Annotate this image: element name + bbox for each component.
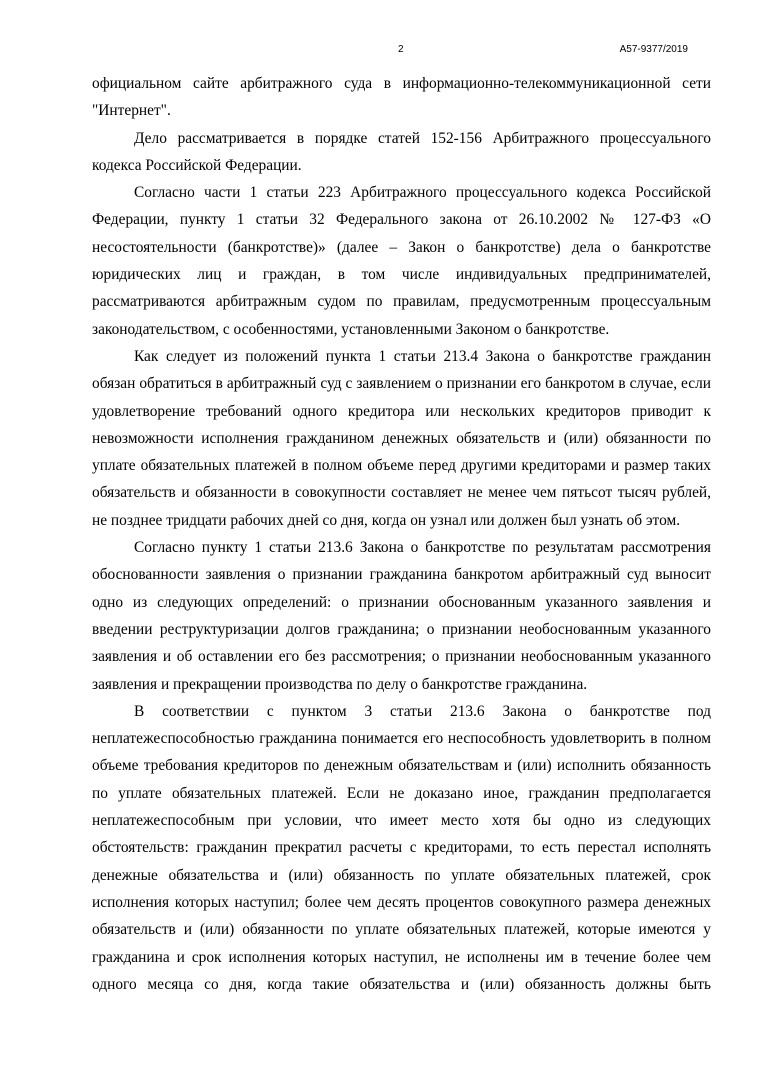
case-number: А57-9377/2019: [619, 44, 688, 55]
paragraph-legal-basis: Согласно части 1 статьи 223 Арбитражного процессуального кодекса Российской Федерации, пункту 1 статьи 32 Федерального закона от 26.10.2002 № 127-ФЗ «О несостоятельности (банкротстве)» (далее – Закон о банкротстве) дела о банкротстве юридических лиц и граждан, в том числе индивидуальных предпринимателей, рассматриваются арбитражным судом по правилам, предусмотренным процессуальным законодательством, с особенностями, установленными Законом о банкротстве.: [92, 184, 711, 338]
paragraph-procedure: Дело рассматривается в порядке статей 152-156 Арбитражного процессуального кодекса Российской Федерации.: [92, 129, 711, 174]
paragraph-insolvency-definition: В соответствии с пунктом 3 статьи 213.6 Закона о банкротстве под неплатежеспособностью гражданина понимается его неспособность удовлетворить в полном объеме требования кредиторов по денежным обязательствам и (или) исполнить обязанность по уплате обязательных платежей. Если не доказано иное, гражданин предполагается неплатежеспособным при условии, что имеет место хотя бы одно из следующих обстоятельств: гражданин прекратил расчеты с кредиторами, то есть перестал исполнять денежные обязательства и (или) обязанность по уплате обязательных платежей, срок исполнения которых наступил; более чем десять процентов совокупного размера денежных обязательств и (или) обязанности по уплате обязательных платежей, которые имеются у гражданина и срок исполнения которых наступил, не исполнены им в течение более чем одного месяца со дня, когда такие обязательства и (или) обязанность должны быть: [92, 702, 711, 993]
page-header: [0, 44, 764, 60]
paragraph-citizen-obligation: Как следует из положений пункта 1 статьи 213.4 Закона о банкротстве гражданин обязан обратиться в арбитражный суд с заявлением о признании его банкротом в случае, если удовлетворение требований одного кредитора или нескольких кредиторов приводит к невозможности исполнения гражданином денежных обязательств и (или) обязанности по уплате обязательных платежей в полном объеме перед другими кредиторами и размер таких обязательств и обязанности в совокупности составляет не менее чем пятьсот тысяч рублей, не позднее тридцати рабочих дней со дня, когда он узнал или должен был узнать об этом.: [92, 347, 711, 529]
paragraph-court-determinations: Согласно пункту 1 статьи 213.6 Закона о банкротстве по результатам рассмотрения обоснованности заявления о признании гражданина банкротом арбитражный суд выносит одно из следующих определений: о признании обоснованным указанного заявления и введении реструктуризации долгов гражданина; о признании необоснованным указанного заявления и об оставлении его без рассмотрения; о признании необоснованным указанного заявления и прекращении производства по делу о банкротстве гражданина.: [92, 539, 711, 693]
page-number: 2: [398, 44, 404, 55]
paragraph-continuation: официальном сайте арбитражного суда в информационно-телекоммуникационной сети "Интернет".: [92, 75, 711, 120]
document-body: [92, 70, 711, 998]
